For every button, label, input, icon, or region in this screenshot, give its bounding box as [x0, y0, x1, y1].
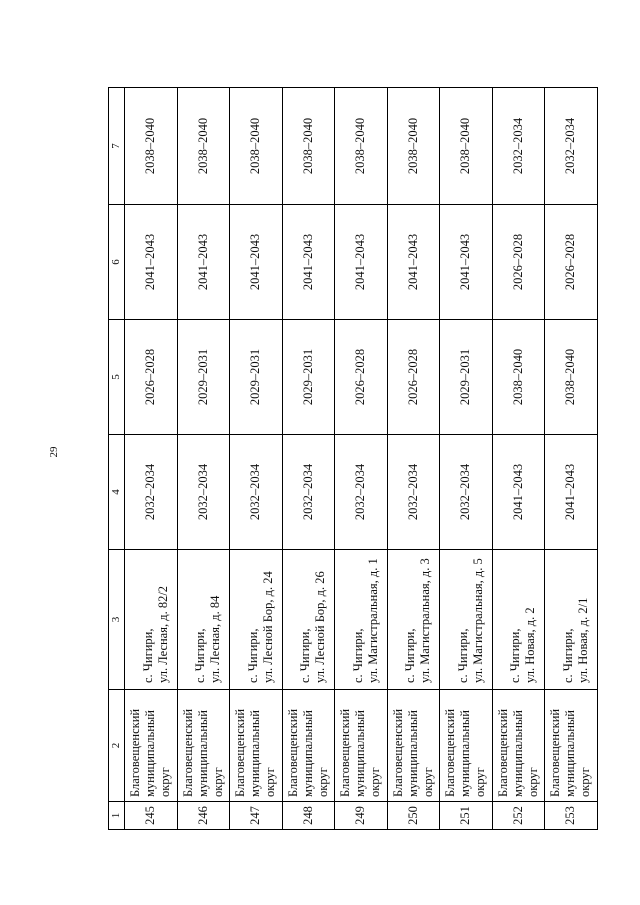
- table-row: [440, 88, 493, 830]
- period-col-6: 2041–2043: [282, 205, 335, 320]
- period-col-5: 2029–2031: [282, 320, 335, 435]
- table-row: [230, 88, 283, 830]
- address-street: ул. Магистральная, д. 5: [470, 558, 485, 683]
- address-settlement: с. Чигири,: [455, 628, 470, 683]
- period-col-7: 2038–2040: [230, 88, 283, 205]
- municipality-name: Благовещенский муниципальный округ: [230, 690, 283, 802]
- period-col-5: 2026–2028: [335, 320, 388, 435]
- period-col-4: 2032–2034: [387, 435, 440, 550]
- address-settlement: с. Чигири,: [298, 628, 313, 683]
- address-street: ул. Лесная, д. 84: [208, 595, 223, 683]
- municipality-name: Благовещенский муниципальный округ: [387, 690, 440, 802]
- period-col-6: 2041–2043: [387, 205, 440, 320]
- period-col-7: 2038–2040: [125, 88, 178, 205]
- address: [177, 550, 230, 690]
- row-number: 251: [440, 802, 493, 830]
- municipality-name: Благовещенский муниципальный округ: [282, 690, 335, 802]
- period-col-7: 2038–2040: [387, 88, 440, 205]
- table-row: [282, 88, 335, 830]
- row-number: 253: [545, 802, 598, 830]
- municipality-name: Благовещенский муниципальный округ: [125, 690, 178, 802]
- period-col-5: 2038–2040: [545, 320, 598, 435]
- address-street: ул. Лесной Бор, д. 24: [260, 571, 275, 683]
- period-col-6: 2026–2028: [545, 205, 598, 320]
- period-col-4: 2032–2034: [440, 435, 493, 550]
- municipality-name: Благовещенский муниципальный округ: [545, 690, 598, 802]
- municipality-name: Благовещенский муниципальный округ: [177, 690, 230, 802]
- period-col-6: 2041–2043: [125, 205, 178, 320]
- address: [492, 550, 545, 690]
- address-settlement: с. Чигири,: [193, 628, 208, 683]
- period-col-4: 2032–2034: [230, 435, 283, 550]
- period-col-6: 2026–2028: [492, 205, 545, 320]
- period-col-7: 2032–2034: [545, 88, 598, 205]
- address: [282, 550, 335, 690]
- period-col-7: 2032–2034: [492, 88, 545, 205]
- address: [545, 550, 598, 690]
- row-number: 248: [282, 802, 335, 830]
- address: [125, 550, 178, 690]
- row-number: 249: [335, 802, 388, 830]
- table-row: [335, 88, 388, 830]
- table-row: [177, 88, 230, 830]
- header-row: [109, 88, 125, 830]
- period-col-4: 2041–2043: [492, 435, 545, 550]
- address-settlement: с. Чигири,: [403, 628, 418, 683]
- table-row: [545, 88, 598, 830]
- address-street: ул. Лесной Бор, д. 26: [313, 571, 328, 683]
- table-body: [125, 88, 598, 830]
- period-col-5: 2026–2028: [387, 320, 440, 435]
- address-settlement: с. Чигири,: [560, 628, 575, 683]
- address: [230, 550, 283, 690]
- page-number: 29: [48, 446, 60, 458]
- period-col-7: 2038–2040: [440, 88, 493, 205]
- table-row: [387, 88, 440, 830]
- address-settlement: с. Чигири,: [140, 628, 155, 683]
- column-header: 3: [109, 550, 125, 690]
- period-col-4: 2032–2034: [125, 435, 178, 550]
- schedule-table: [108, 87, 598, 830]
- period-col-5: 2029–2031: [230, 320, 283, 435]
- row-number: 245: [125, 802, 178, 830]
- period-col-5: 2026–2028: [125, 320, 178, 435]
- period-col-5: 2029–2031: [177, 320, 230, 435]
- period-col-4: 2041–2043: [545, 435, 598, 550]
- column-header: 6: [109, 205, 125, 320]
- period-col-4: 2032–2034: [282, 435, 335, 550]
- address-street: ул. Магистральная, д. 3: [418, 558, 433, 683]
- column-header: 1: [109, 802, 125, 830]
- column-header: 4: [109, 435, 125, 550]
- municipality-name: Благовещенский муниципальный округ: [440, 690, 493, 802]
- row-number: 247: [230, 802, 283, 830]
- address: [387, 550, 440, 690]
- address: [440, 550, 493, 690]
- period-col-5: 2038–2040: [492, 320, 545, 435]
- period-col-7: 2038–2040: [335, 88, 388, 205]
- period-col-6: 2041–2043: [177, 205, 230, 320]
- address-street: ул. Новая, д. 2: [523, 607, 538, 683]
- period-col-5: 2029–2031: [440, 320, 493, 435]
- row-number: 252: [492, 802, 545, 830]
- row-number: 246: [177, 802, 230, 830]
- address-settlement: с. Чигири,: [245, 628, 260, 683]
- table-row: [125, 88, 178, 830]
- period-col-6: 2041–2043: [440, 205, 493, 320]
- address-street: ул. Магистральная, д. 1: [365, 558, 380, 683]
- period-col-4: 2032–2034: [335, 435, 388, 550]
- address-settlement: с. Чигири,: [350, 628, 365, 683]
- column-header: 5: [109, 320, 125, 435]
- period-col-4: 2032–2034: [177, 435, 230, 550]
- address-street: ул. Лесная, д. 82/2: [155, 585, 170, 683]
- municipality-name: Благовещенский муниципальный округ: [335, 690, 388, 802]
- period-col-7: 2038–2040: [177, 88, 230, 205]
- period-col-6: 2041–2043: [230, 205, 283, 320]
- address-settlement: с. Чигири,: [508, 628, 523, 683]
- table-row: [492, 88, 545, 830]
- municipality-name: Благовещенский муниципальный округ: [492, 690, 545, 802]
- address: [335, 550, 388, 690]
- table-container: [108, 88, 593, 830]
- column-header: 2: [109, 690, 125, 802]
- period-col-7: 2038–2040: [282, 88, 335, 205]
- column-header: 7: [109, 88, 125, 205]
- row-number: 250: [387, 802, 440, 830]
- address-street: ул. Новая, д. 2/1: [575, 597, 590, 683]
- period-col-6: 2041–2043: [335, 205, 388, 320]
